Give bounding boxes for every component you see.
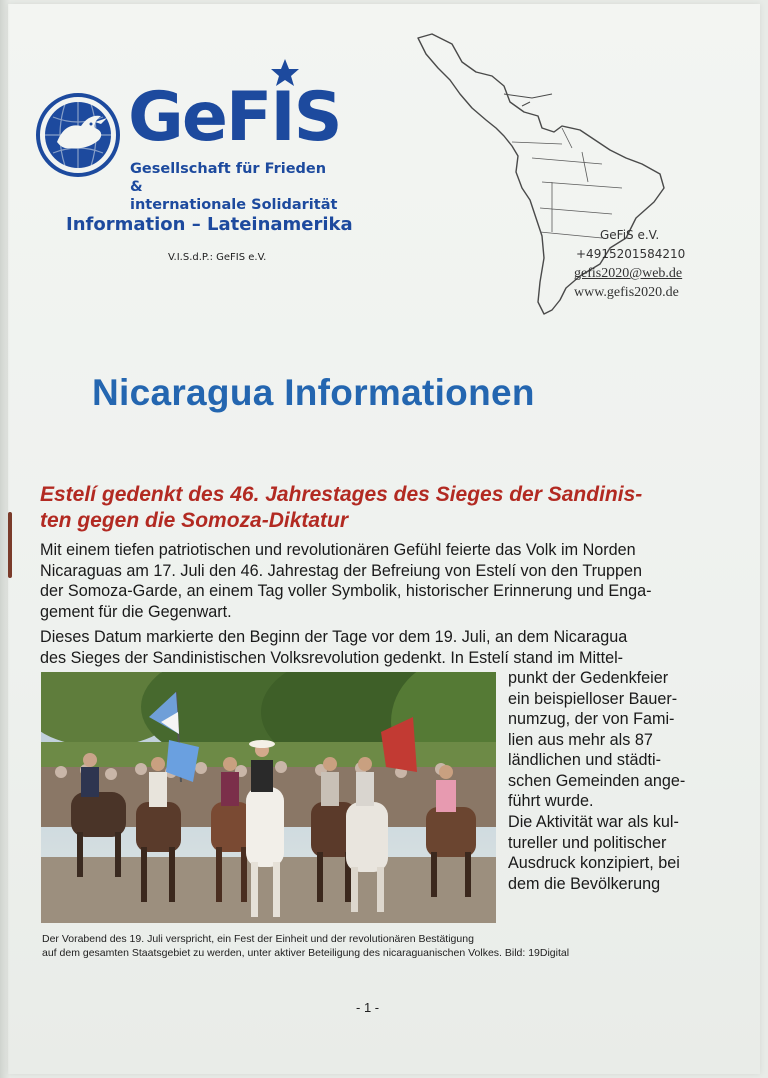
p1-line: gement für die Gegenwart. bbox=[40, 602, 232, 621]
logo-wordmark: GeFIS bbox=[128, 78, 341, 157]
info-line: Information – Lateinamerika bbox=[66, 214, 353, 235]
side-line: ein beispielloser Bauer- bbox=[508, 689, 678, 708]
paragraph-2-wrap bbox=[508, 668, 718, 812]
contact-org: GeFiS e.V. bbox=[600, 228, 660, 242]
side-line: numzug, der von Fami- bbox=[508, 710, 675, 728]
side2-line: dem die Bevölkerung bbox=[508, 874, 661, 893]
star-icon bbox=[270, 58, 300, 88]
caption-line-1: Der Vorabend des 19. Juli verspricht, ein Fest der Einheit und der revolutionären Bestätigung bbox=[42, 933, 474, 945]
contact-block bbox=[574, 226, 754, 302]
contact-email[interactable]: gefis2020@web.de bbox=[574, 266, 683, 281]
side2-line: Die Aktivität war als kul- bbox=[508, 813, 679, 831]
p1-line: der Somoza-Garde, an einem Tag voller Symbolik, historischer Erinnerung und Enga- bbox=[40, 582, 652, 600]
paragraph-3 bbox=[508, 812, 718, 894]
contact-phone: +4915201584210 bbox=[576, 247, 686, 261]
parade-photo bbox=[41, 672, 496, 923]
side-line: schen Gemeinden ange- bbox=[508, 771, 686, 790]
p1-line: Nicaraguas am 17. Juli den 46. Jahrestag der Befreiung von Estelí von den Truppen bbox=[40, 561, 643, 580]
article-headline bbox=[40, 482, 730, 534]
side-line: punkt der Gedenkfeier bbox=[508, 669, 669, 687]
page-title: Nicaragua Informationen bbox=[92, 372, 535, 413]
side2-line: tureller und politischer bbox=[508, 833, 667, 852]
paragraph-2-line-1: Dieses Datum markierte den Beginn der Tage vor dem 19. Juli, an dem Nicaragua bbox=[40, 628, 628, 646]
logo-tagline bbox=[130, 160, 340, 214]
headline-line-1: Estelí gedenkt des 46. Jahrestages des Sieges der Sandinis- bbox=[40, 483, 643, 506]
paragraph-2-line-2: des Sieges der Sandinistischen Volksrevolution gedenkt. In Estelí stand im Mittel- bbox=[40, 649, 624, 667]
side-line: ländlichen und städti- bbox=[508, 751, 661, 769]
visdp-line: V.I.S.d.P.: GeFIS e.V. bbox=[168, 252, 267, 263]
side2-line: Ausdruck konzipiert, bei bbox=[508, 854, 680, 872]
p1-line: Mit einem tiefen patriotischen und revolutionären Gefühl feierte das Volk im Norden bbox=[40, 541, 636, 559]
contact-website[interactable]: www.gefis2020.de bbox=[574, 285, 679, 300]
dove-globe-icon bbox=[35, 92, 121, 178]
photo-caption bbox=[42, 932, 722, 960]
page-number: - 1 - bbox=[356, 1000, 380, 1015]
paragraph-1 bbox=[40, 540, 720, 622]
side-line: lien aus mehr als 87 bbox=[508, 730, 653, 749]
side-line: führt wurde. bbox=[508, 792, 594, 810]
tagline-line-2: internationale Solidarität bbox=[130, 197, 338, 213]
headline-line-2: ten gegen die Somoza-Diktatur bbox=[40, 509, 349, 532]
caption-line-2: auf dem gesamten Staatsgebiet zu werden, unter aktiver Beteiligung des nicaraguanischen Volkes. Bild: 19Digital bbox=[42, 947, 570, 959]
binder-clip bbox=[8, 512, 12, 578]
tagline-line-1: Gesellschaft für Frieden & bbox=[130, 161, 327, 195]
